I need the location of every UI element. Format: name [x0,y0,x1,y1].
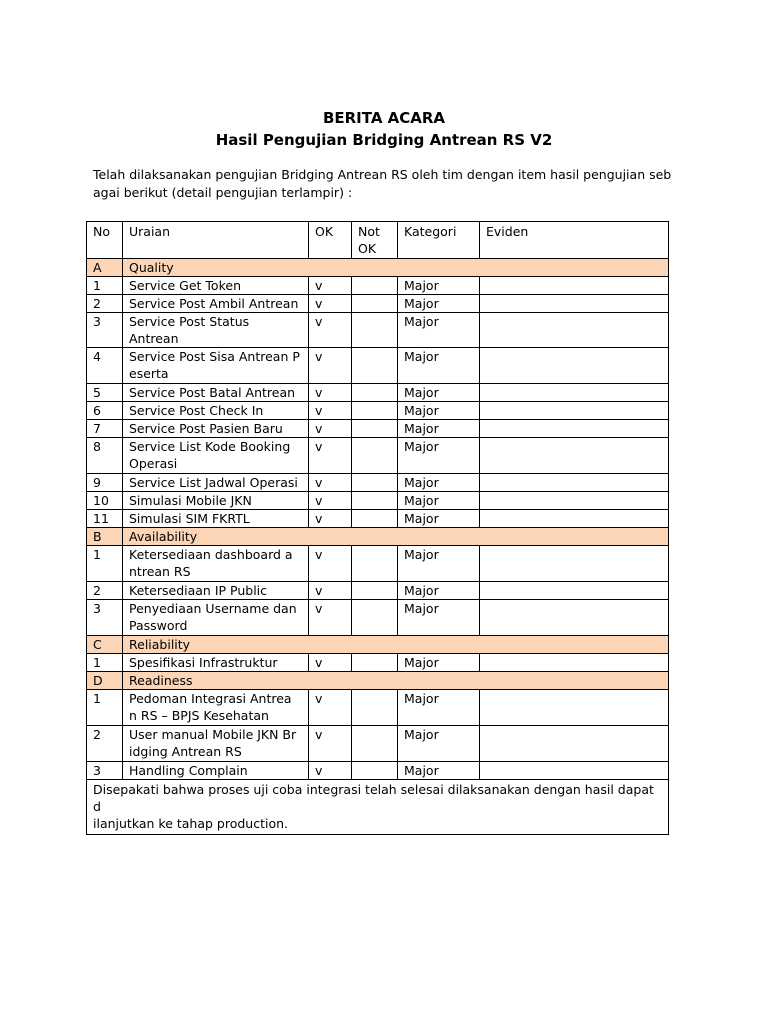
cell-not-ok [352,402,398,420]
cell-kategori: Major [398,582,480,600]
table-row [87,762,669,780]
cell-not-ok [352,474,398,492]
cell-not-ok [352,582,398,600]
footer-row [87,780,669,835]
cell-ok: v [309,348,352,384]
header-no: No [87,222,123,259]
cell-kategori: Major [398,510,480,528]
cell-kategori: Major [398,402,480,420]
cell-kategori: Major [398,313,480,348]
cell-uraian: Service Post Sisa Antrean P eserta [123,348,309,384]
table-row [87,438,669,474]
cell-ok: v [309,295,352,313]
table-row [87,492,669,510]
cell-no: 3 [87,600,123,636]
section-row [87,672,669,690]
table-row [87,420,669,438]
table-row [87,726,669,762]
cell-eviden [480,474,669,492]
cell-kategori: Major [398,295,480,313]
cell-no: 2 [87,726,123,762]
cell-uraian: Service Post Ambil Antrean [123,295,309,313]
header-uraian: Uraian [123,222,309,259]
table-row [87,313,669,348]
cell-no: 1 [87,690,123,726]
cell-no: 4 [87,348,123,384]
cell-not-ok [352,420,398,438]
cell-eviden [480,420,669,438]
section-name: Reliability [123,636,669,654]
cell-uraian: Service Post Batal Antrean [123,384,309,402]
cell-no: 2 [87,295,123,313]
cell-uraian: Simulasi Mobile JKN [123,492,309,510]
header-ok: OK [309,222,352,259]
cell-no: 1 [87,546,123,582]
cell-no: 2 [87,582,123,600]
cell-not-ok [352,762,398,780]
cell-uraian: Service Get Token [123,277,309,295]
section-name: Availability [123,528,669,546]
section-code: A [87,259,123,277]
table-row [87,348,669,384]
cell-ok: v [309,492,352,510]
cell-ok: v [309,582,352,600]
cell-ok: v [309,726,352,762]
cell-not-ok [352,600,398,636]
cell-eviden [480,277,669,295]
cell-eviden [480,546,669,582]
table-row [87,690,669,726]
cell-uraian: Service List Kode Booking Operasi [123,438,309,474]
cell-ok: v [309,546,352,582]
cell-not-ok [352,726,398,762]
section-row [87,528,669,546]
cell-ok: v [309,277,352,295]
table-row [87,546,669,582]
cell-uraian: Service List Jadwal Operasi [123,474,309,492]
cell-ok: v [309,420,352,438]
section-code: D [87,672,123,690]
table-row [87,295,669,313]
cell-no: 8 [87,438,123,474]
table-row [87,277,669,295]
table-header-row [87,222,669,259]
cell-uraian: Pedoman Integrasi Antrea n RS – BPJS Kesehatan [123,690,309,726]
cell-no: 11 [87,510,123,528]
header-not-ok: Not OK [352,222,398,259]
cell-ok: v [309,313,352,348]
table-row [87,384,669,402]
cell-no: 1 [87,277,123,295]
cell-eviden [480,313,669,348]
table-row [87,510,669,528]
table-row [87,402,669,420]
cell-uraian: User manual Mobile JKN Br idging Antrean RS [123,726,309,762]
cell-kategori: Major [398,384,480,402]
cell-ok: v [309,654,352,672]
test-results-table [86,221,669,835]
cell-kategori: Major [398,474,480,492]
cell-uraian: Handling Complain [123,762,309,780]
document-subtitle: Hasil Pengujian Bridging Antrean RS V2 [215,131,553,149]
cell-kategori: Major [398,600,480,636]
section-code: B [87,528,123,546]
table-row [87,474,669,492]
header-eviden: Eviden [480,222,669,259]
cell-ok: v [309,510,352,528]
section-name: Readiness [123,672,669,690]
table-row [87,600,669,636]
cell-uraian: Simulasi SIM FKRTL [123,510,309,528]
cell-uraian: Spesifikasi Infrastruktur [123,654,309,672]
cell-eviden [480,348,669,384]
section-row [87,259,669,277]
cell-eviden [480,582,669,600]
section-code: C [87,636,123,654]
cell-eviden [480,402,669,420]
cell-no: 10 [87,492,123,510]
section-name: Quality [123,259,669,277]
cell-kategori: Major [398,726,480,762]
cell-eviden [480,492,669,510]
intro-paragraph: Telah dilaksanakan pengujian Bridging Antrean RS oleh tim dengan item hasil pengujian seb agai berikut (detail pengujian terlampir) : [93,167,672,200]
cell-not-ok [352,384,398,402]
table-body [87,222,669,835]
footer-statement: Disepakati bahwa proses uji coba integrasi telah selesai dilaksanakan dengan hasil dapat d ilanjutkan ke tahap production. [87,780,669,835]
table-row [87,582,669,600]
cell-eviden [480,762,669,780]
cell-not-ok [352,277,398,295]
cell-no: 6 [87,402,123,420]
cell-eviden [480,600,669,636]
cell-not-ok [352,295,398,313]
cell-no: 9 [87,474,123,492]
header-kategori: Kategori [398,222,480,259]
cell-ok: v [309,600,352,636]
cell-not-ok [352,438,398,474]
document-title: BERITA ACARA [322,109,446,127]
cell-kategori: Major [398,438,480,474]
cell-eviden [480,295,669,313]
cell-kategori: Major [398,690,480,726]
cell-kategori: Major [398,492,480,510]
cell-not-ok [352,313,398,348]
cell-ok: v [309,438,352,474]
cell-ok: v [309,474,352,492]
cell-eviden [480,384,669,402]
cell-uraian: Ketersediaan IP Public [123,582,309,600]
cell-eviden [480,510,669,528]
cell-not-ok [352,654,398,672]
cell-not-ok [352,510,398,528]
cell-kategori: Major [398,654,480,672]
cell-ok: v [309,690,352,726]
cell-no: 3 [87,762,123,780]
cell-no: 5 [87,384,123,402]
section-row [87,636,669,654]
cell-no: 7 [87,420,123,438]
cell-eviden [480,690,669,726]
cell-no: 1 [87,654,123,672]
cell-uraian: Service Post Status Antrean [123,313,309,348]
cell-eviden [480,438,669,474]
cell-kategori: Major [398,420,480,438]
cell-not-ok [352,492,398,510]
cell-uraian: Penyediaan Username dan Password [123,600,309,636]
cell-eviden [480,726,669,762]
cell-ok: v [309,762,352,780]
cell-uraian: Service Post Pasien Baru [123,420,309,438]
cell-not-ok [352,546,398,582]
cell-uraian: Service Post Check In [123,402,309,420]
cell-not-ok [352,348,398,384]
cell-kategori: Major [398,546,480,582]
cell-kategori: Major [398,348,480,384]
cell-eviden [480,654,669,672]
table-row [87,654,669,672]
cell-kategori: Major [398,762,480,780]
cell-ok: v [309,402,352,420]
cell-uraian: Ketersediaan dashboard a ntrean RS [123,546,309,582]
cell-ok: v [309,384,352,402]
cell-no: 3 [87,313,123,348]
cell-not-ok [352,690,398,726]
cell-kategori: Major [398,277,480,295]
